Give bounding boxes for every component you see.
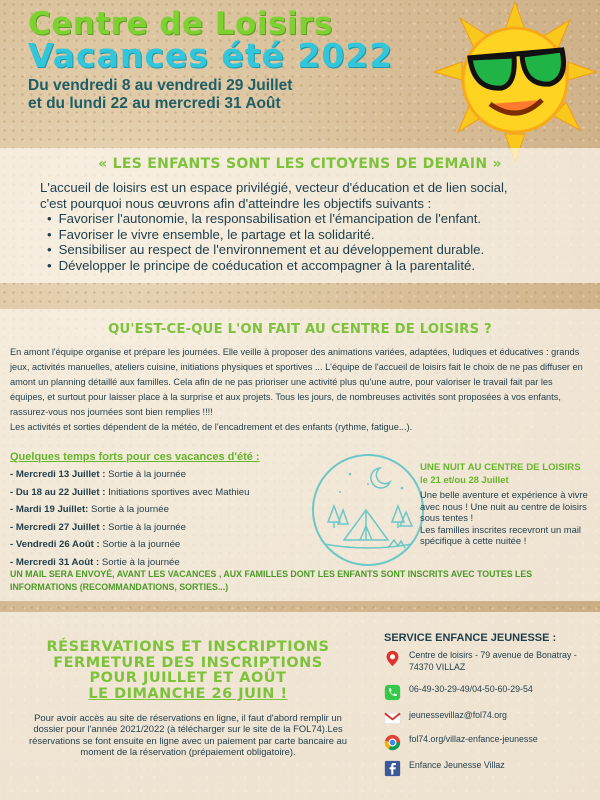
highlight-date: - Vendredi 26 Août : [10, 539, 100, 551]
service-contact [372, 612, 600, 800]
dates [28, 77, 393, 113]
contact-text: 06-49-30-29-49/04-50-60-29-54 [409, 684, 533, 694]
about-paragraph-main: En amont l'équipe organise et prépare les journées. Elle veille à proposer des animations variées, adaptées, ludiques et éducatives : grands jeux, activités manuelles, ateliers cuisine, initiations physiques et sportives ... L'équipe de l'accueil de loisirs fait le choix de ne pas diffuser en amont un planning détaillé aux familles. Cela afin de ne pas prioriser une activité plus qu'une autre, pour valoriser le travail fait par les équipes, et surtout pour laisser place à la surprise et aux projets. Tous les jours, de nombreuses activités sont proposées à vos enfants, rassurez-vous nos journées sont bien remplies !!!! [10, 347, 583, 417]
dates-line1: Du vendredi 8 au vendredi 29 Juillet [28, 77, 293, 94]
browser-icon [384, 734, 401, 751]
night-title: UNE NUIT AU CENTRE DE LOISIRS [420, 462, 581, 473]
page-subtitle: Vacances été 2022 [28, 36, 394, 75]
intro-line1: L'accueil de loisirs est un espace privilégié, vecteur d'éducation et de lien social, [40, 180, 508, 195]
contact-phone [384, 684, 533, 701]
about-paragraph-note: Les activités et sorties dépendent de la météo, de l'encadrement et des enfants (rythme, fatigue...). [10, 422, 413, 432]
phone-icon [384, 684, 401, 701]
intro-line2: c'est pourquoi nous œuvrons afin d'atteindre les objectifs suivants : [40, 195, 432, 211]
objective-item: • Développer le principe de coéducation et accompagner à la parentalité. [58, 258, 580, 274]
reservations-box [12, 612, 364, 800]
facebook-icon [384, 760, 401, 777]
highlight-text: Sortie à la journée [105, 521, 186, 533]
contact-text: Centre de loisirs - 79 avenue de Bonatray - 74370 VILLAZ [409, 650, 577, 672]
reservations-title2: FERMETURE DES INSCRIPTIONS [53, 654, 323, 671]
intro-text [40, 180, 580, 273]
highlight-text: Initiations sportives avec Mathieu [105, 486, 250, 498]
contact-email [384, 710, 507, 727]
page-title: Centre de Loisirs [28, 6, 333, 42]
about-heading: QU'EST-CE-QUE L'ON FAIT AU CENTRE DE LOISIRS ? [108, 322, 492, 337]
reservations-deadline: LE DIMANCHE 26 JUIN ! [88, 685, 288, 702]
location-pin-icon [384, 650, 401, 667]
highlights-title: Quelques temps forts pour ces vacances d'été : [10, 451, 260, 463]
highlights-list [10, 466, 249, 572]
highlight-item [10, 536, 249, 554]
highlight-date: - Du 18 au 22 Juillet : [10, 486, 106, 498]
quote-heading: « LES ENFANTS SONT LES CITOYENS DE DEMAIN » [98, 156, 502, 172]
contact-address [384, 650, 589, 673]
contact-text: Enfance Jeunesse Villaz [409, 760, 505, 770]
night-text2: Les familles inscrites recevront un mail spécifique à cette nuitée ! [420, 523, 581, 546]
email-icon [384, 710, 401, 727]
objective-item: • Sensibiliser au respect de l'environnement et au développement durable. [58, 242, 580, 258]
dates-line2: et du lundi 22 au mercredi 31 Août [28, 95, 281, 112]
highlight-text: Sortie à la journée [88, 504, 169, 516]
reservations-text: Pour avoir accès au site de réservations en ligne, il faut d'abord remplir un dossier pour l'année 2021/2022 (à télécharger sur le site de la FOL74).Les réservations se font ensuite en ligne avec un paiement par carte bancaire au moment de la réservation (prépaiement obligatoire). [29, 712, 347, 757]
contact-facebook [384, 760, 505, 777]
highlight-item [10, 519, 249, 537]
objectives-list [58, 211, 580, 273]
contact-text: jeunessevillaz@fol74.org [409, 710, 507, 720]
objective-item: • Favoriser l'autonomie, la responsabilisation et l'émancipation de l'enfant. [58, 211, 580, 227]
camping-night-illustration-icon [310, 452, 426, 568]
night-subtitle: le 21 et/ou 28 Juillet [420, 473, 509, 485]
highlight-item [10, 466, 249, 484]
reservations-title1: RÉSERVATIONS ET INSCRIPTIONS [46, 639, 330, 655]
mail-note: UN MAIL SERA ENVOYÉ, AVANT LES VACANCES , AUX FAMILLES DONT LES ENFANTS SONT INSCRITS AVEC TOUTES LES INFORMATIONS (RECOMMANDATIONS, SORTIES...) [10, 569, 533, 592]
highlight-date: - Mercredi 31 Août : [10, 556, 100, 568]
highlight-item [10, 501, 249, 519]
sun-with-sunglasses-icon [430, 0, 600, 165]
objective-item: • Favoriser le vivre ensemble, le partage et la solidarité. [58, 227, 580, 243]
highlight-text: Sortie à la journée [105, 469, 186, 480]
service-title: SERVICE ENFANCE JEUNESSE : [384, 632, 557, 644]
contact-text: fol74.org/villaz-enfance-jeunesse [409, 734, 538, 744]
highlight-date: - Mardi 19 Juillet: [10, 504, 89, 516]
night-event [420, 462, 590, 547]
reservations-titles [12, 640, 364, 702]
highlight-text: Sortie à la journée [99, 556, 180, 568]
header [28, 6, 393, 113]
highlight-item [10, 484, 249, 502]
highlight-text: Sortie à la journée [99, 539, 181, 551]
about-paragraph [10, 345, 588, 435]
highlight-date: - Mercredi 27 Juillet : [10, 521, 106, 533]
reservations-title3: POUR JUILLET ET AOÛT [89, 670, 287, 686]
night-text1: Une belle aventure et expérience à vivre avec nous ! Une nuit au centre de loisirs sous tentes ! [420, 489, 588, 523]
contact-website [384, 734, 538, 751]
highlight-date: - Mercredi 13 Juillet : [10, 469, 106, 480]
